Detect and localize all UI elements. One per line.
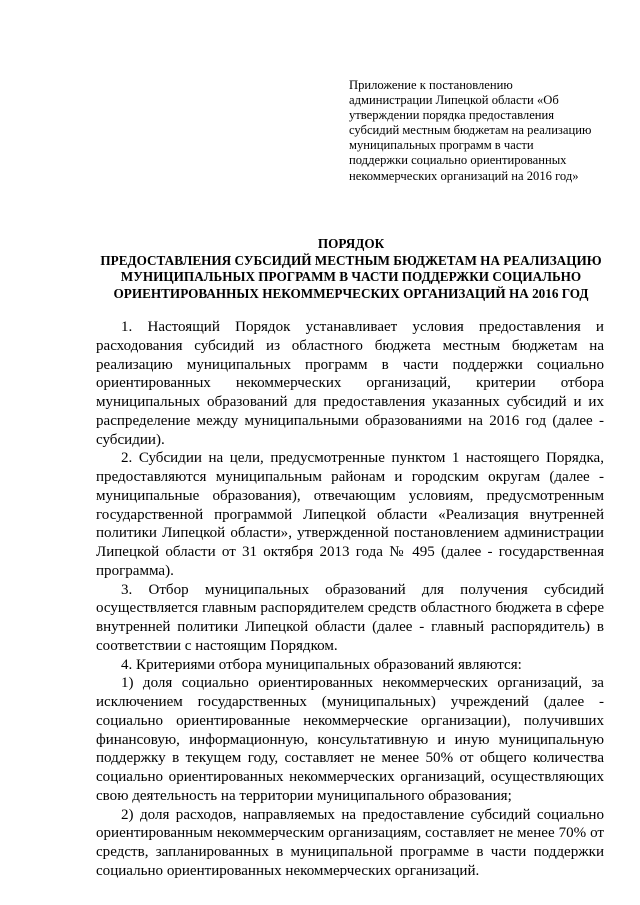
appendix-line: Приложение к постановлению <box>349 78 513 92</box>
title-line: ПРЕДОСТАВЛЕНИЯ СУБСИДИЙ МЕСТНЫМ БЮДЖЕТАМ НА РЕАЛИЗАЦИЮ <box>100 252 602 268</box>
appendix-line: субсидий местным бюджетам на реализацию <box>349 123 592 138</box>
paragraph-4: 4. Критериями отбора муниципальных образований являются: <box>121 656 522 673</box>
document-body <box>96 318 604 881</box>
document-title <box>96 236 606 302</box>
paragraph-4-item-2: 2) доля расходов, направляемых на предоставление субсидий социально ориентированным некоммерческим организациям, составляет не менее 70% от средств, запланированных в муниципальной программе в части поддержки социально ориентированных некоммерческих организаций. <box>96 806 604 879</box>
appendix-line: некоммерческих организаций на 2016 год» <box>349 168 579 183</box>
appendix-line: муниципальных программ в части <box>349 138 534 153</box>
paragraph-4-item-1: 1) доля социально ориентированных некоммерческих организаций, за исключением государственных (муниципальных) учреждений (далее - социально ориентированные некоммерческие организации), получивших финансовую, информационную, консультативную и иную муниципальную поддержку в текущем году, составляет не менее 50% от общего количества социально ориентированных некоммерческих организаций, осуществляющих свою деятельность на территории муниципального образования; <box>96 675 604 804</box>
title-line: МУНИЦИПАЛЬНЫХ ПРОГРАММ В ЧАСТИ ПОДДЕРЖКИ СОЦИАЛЬНО <box>120 269 582 285</box>
appendix-line: администрации Липецкой области «Об <box>349 93 559 108</box>
appendix-note <box>349 78 611 184</box>
paragraph-2: 2. Субсидии на цели, предусмотренные пунктом 1 настоящего Порядка, предоставляются муниципальным районам и городским округам (далее - муниципальные образования), отвечающим условиям, предусмотренным государственной программой Липецкой области «Реализация внутренней политики Липецкой области», утвержденной постановлением администрации Липецкой области от 31 октября 2013 года № 495 (далее - государственная программа). <box>96 450 604 579</box>
appendix-line: утверждении порядка предоставления <box>349 108 555 123</box>
paragraph-1: 1. Настоящий Порядок устанавливает условия предоставления и расходования субсидий из областного бюджета местным бюджетам на реализацию муниципальных программ в части поддержки социально ориентированных некоммерческих организаций, критерии отбора муниципальных образований для предоставления указанных субсидий и их распределение между муниципальными образованиями на 2016 год (далее - субсидии). <box>96 319 604 448</box>
appendix-line: поддержки социально ориентированных <box>349 153 567 168</box>
title-line: ОРИЕНТИРОВАННЫХ НЕКОММЕРЧЕСКИХ ОРГАНИЗАЦИЙ НА 2016 ГОД <box>113 285 589 301</box>
title-line: ПОРЯДОК <box>317 236 385 251</box>
paragraph-3: 3. Отбор муниципальных образований для получения субсидий осуществляется главным распорядителем средств областного бюджета в сфере внутренней политики Липецкой области (далее - главный распорядитель) в соответствии с настоящим Порядком. <box>96 581 604 654</box>
